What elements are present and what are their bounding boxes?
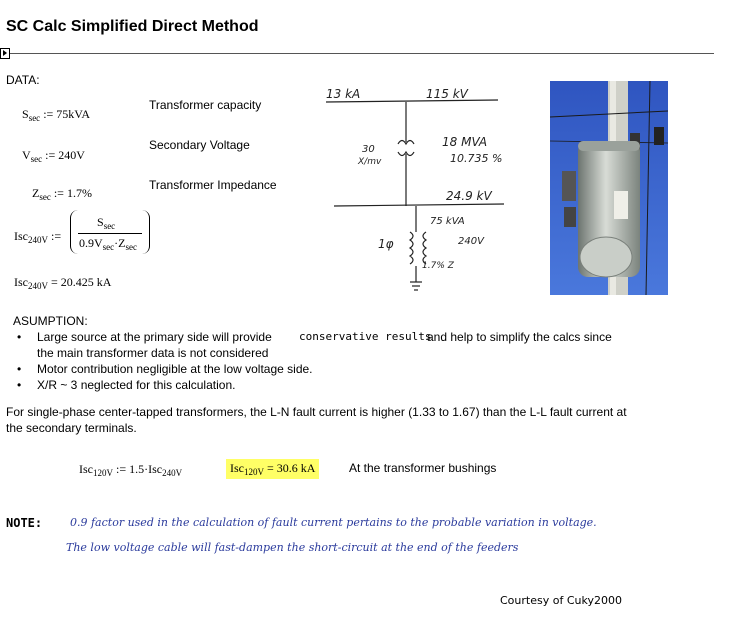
assumption-bullet-1-line2: the main transformer data is not considered <box>37 346 269 360</box>
dist-transformer-primary-coil <box>410 232 413 264</box>
label-single-phase: 1φ <box>378 237 394 251</box>
courtesy-text: Courtesy of Cuky2000 <box>500 594 622 607</box>
assumption-bullet-2: • Motor contribution negligible at the low voltage side. <box>37 362 313 376</box>
label-30: 30 <box>362 144 375 155</box>
zsec-definition: $Z_{sec}$ := 1.7% <box>32 186 92 202</box>
transformer-bushings-label: At the transformer bushings <box>349 461 497 475</box>
transformer-impedance-label: Transformer Impedance <box>149 178 277 192</box>
transformer-capacity-label: Transformer capacity <box>149 98 262 112</box>
dist-transformer-secondary-coil <box>423 232 426 264</box>
secondary-bus-line <box>334 204 504 206</box>
label-115kv: 115 kV <box>426 87 468 101</box>
label-1-7z: 1.7% Z <box>422 261 454 271</box>
data-label: DATA: <box>6 73 40 87</box>
pole-transformer-photo <box>550 81 668 295</box>
label-240v: 240V <box>458 236 484 247</box>
label-75kva: 75 kVA <box>430 216 465 227</box>
fraction-bar <box>78 233 142 234</box>
isc120-definition: Isc$_{120V}$ := 1.5·Isc$_{240V}$ <box>79 462 183 478</box>
region-collapse-arrow-icon[interactable] <box>0 48 10 59</box>
label-xr: X/mv <box>358 157 382 167</box>
isc120-result-highlight: Isc$_{120V}$ = 30.6 kA <box>226 459 319 479</box>
note-line-1: 0.9 factor used in the calculation of fault current pertains to the probable variation in voltage. <box>70 516 597 529</box>
fraction-numerator: $S_{sec}$ <box>97 215 116 231</box>
isc240-result: Isc$_{240V}$ = 20.425 kA <box>14 275 112 291</box>
assumption-bullet-1: • Large source at the primary side will provide <box>37 330 272 344</box>
assumption-bullet-1-cont: and help to simplify the calcs since <box>427 330 612 344</box>
note-line-2: The low voltage cable will fast-dampen the short-circuit at the end of the feeders <box>66 541 519 554</box>
label-24-9kv: 24.9 kV <box>446 189 492 203</box>
main-transformer-coil <box>398 141 414 156</box>
label-pct-impedance: 10.735 % <box>450 152 503 165</box>
note-label: NOTE: <box>6 516 43 530</box>
vsec-definition: $V_{sec}$ := 240V <box>22 148 85 164</box>
assumption-bullet-3: • X/R ~ 3 neglected for this calculation. <box>37 378 235 392</box>
paragraph-line-1: For single-phase center-tapped transformers, the L-N fault current is higher (1.33 to 1.67) than the L-L fault current at <box>6 405 627 419</box>
label-13ka: 13 kA <box>326 87 361 101</box>
page-title: SC Calc Simplified Direct Method <box>6 18 259 35</box>
paragraph-line-2: the secondary terminals. <box>6 421 137 435</box>
one-line-diagram <box>318 82 518 302</box>
secondary-voltage-label: Secondary Voltage <box>149 138 250 152</box>
conservative-results-text: conservative results <box>299 330 432 343</box>
region-divider <box>6 53 714 54</box>
ssec-definition: $S_{sec}$ := 75kVA <box>22 107 91 123</box>
assumption-title: ASUMPTION: <box>13 314 88 328</box>
label-18mva: 18 MVA <box>442 135 488 149</box>
fraction-denominator: $0.9V_{sec}\cdot Z_{sec}$ <box>79 236 137 252</box>
isc240-definition-lhs: Isc$_{240V}$ := <box>14 229 62 245</box>
